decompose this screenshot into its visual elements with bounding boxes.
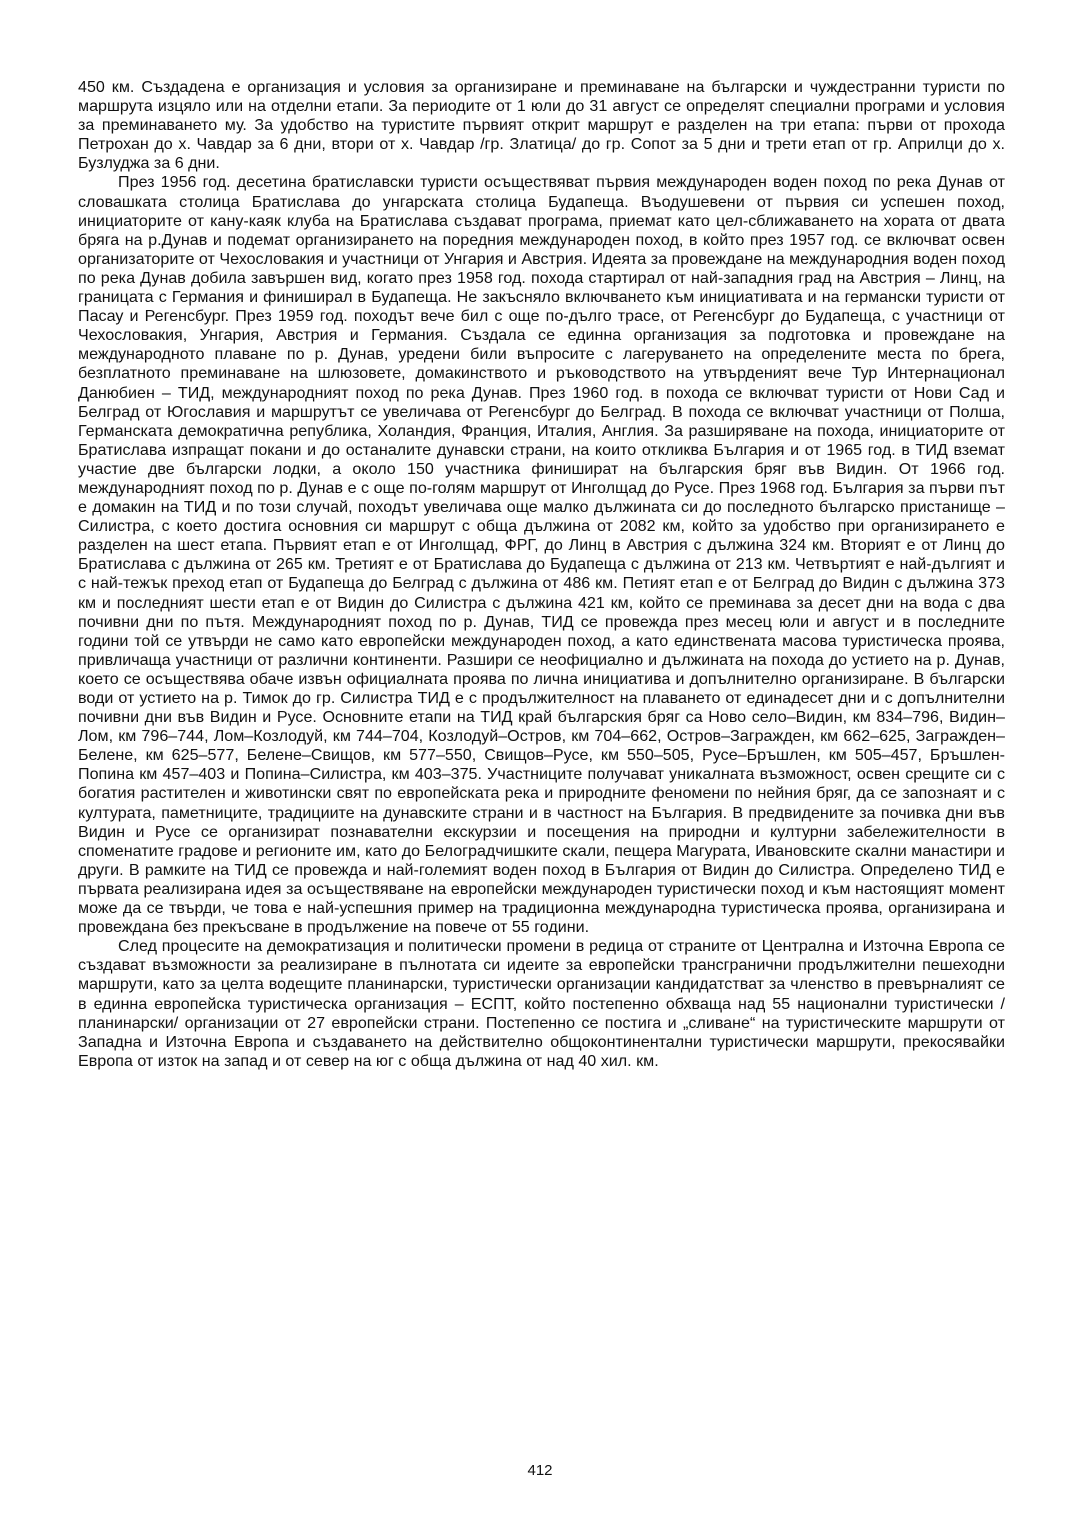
paragraph-european-routes: След процесите на демократизация и политически промени в редица от страните от Централна и Източна Европа се създават възможности за реализиране в пълнотата си идеите за европейски трансгранични продължителни пешеходни маршрути, като за целта водещите планинарски, туристически организации кандидатстват за членство в превърналият се в единна европейска туристическа организация – ЕСПТ, който постепенно обхваща над 55 национални туристически /планинарски/ организации от 27 европейски страни. Постепенно се постига и „сливане“ на туристическите маршрути от Западна и Източна Европа и създаването на действително общоконтинентални туристически маршрути, прекосявайки Европа от изток на запад и от север на юг с обща дължина от над 40 хил. км. <box>78 937 1005 1070</box>
paragraph-danube-tour: През 1956 год. десетина братиславски туристи осъществяват първия международен воден поход по река Дунав от словашката столица Братислава до унгарската столица Будапеща. Въодушевени от първия си успешен поход, инициаторите от кану-каяк клуба на Братислава създават програма, приемат като цел-сближаването на хората от двата бряга на р.Дунав и подемат организирането на поредния международен поход, в който през 1957 год. се включват освен организаторите от Чехословакия и участници от Унгария и Австрия. Идеята за провеждане на международния воден поход по река Дунав добила завършен вид, когато през 1958 год. похода стартирал от най-западния град на Австрия – Линц, на границата с Германия и финиширал в Будапеща. Не закъсняло включването към инициативата и на германски туристи от Пасау и Регенсбург. През 1959 год. походът вече бил с още по-дълго трасе, от Регенсбург до Будапеща, с участници от Чехословакия, Унгария, Австрия и Германия. Създала се единна организация за подготовка и провеждане на международното плаване по р. Дунав, уредени били въпросите с лагеруването на определените места по брега, безплатното преминаване на шлюзовете, домакинството и ръководството на утвърденият вече Тур Интернационал Данюбиен – ТИД, международният поход по река Дунав. През 1960 год. в похода се включват туристи от Нови Сад и Белград от Югославия и маршрутът се увеличава от Регенсбург до Белград. В похода се включват участници от Полша, Германската демократична република, Холандия, Франция, Италия, Англия. За разширяване на похода, инициаторите от Братислава изпращат покани и до останалите дунавски страни, на които откликва България и от 1965 год. в ТИД вземат участие две български лодки, а около 150 участника финишират на българския бряг във Видин. От 1966 год. международният поход по р. Дунав е с още по-голям маршрут от Инголщад до Русе. През 1968 год. България за първи път е домакин на ТИД и по този случай, походът увеличава още малко дължината си до последното българско пристанище – Силистра, с което достига основния си маршрут с обща дължина от 2082 км, който за удобство при организирането е разделен на шест етапа. Първият етап е от Инголщад, ФРГ, до Линц в Австрия с дължина 324 км. Вторият е от Линц до Братислава с дължина от 265 км. Третият е от Братислава до Будапеща с дължина от 213 км. Четвъртият е най-дългият и с най-тежък преход етап от Будапеща до Белград с дължина от 486 км. Петият етап е от Белград до Видин с дължина 373 км и последният шести етап е от Видин до Силистра с дължина 421 км, който се преминава за десет дни на вода с два почивни дни по пътя. Международният поход по р. Дунав, ТИД се провежда през месец юли и август и в последните години той се утвърди не само като европейски международен поход, а като единствената масова туристическа проява, привличаща участници от различни континенти. Разшири се неофициално и дължината на похода до устието на р. Дунав, което се осъществява обаче извън официалната проява по лична инициатива и допълнително организиране. В български води от устието на р. Тимок до гр. Силистра ТИД е с продължителност на плаването от единадесет дни и с допълнителни почивни дни във Видин и Русе. Основните етапи на ТИД край българския бряг са Ново село–Видин, км 834–796, Видин–Лом, км 796–744, Лом–Козлодуй, км 744–704, Козлодуй–Остров, км 704–662, Остров–Загражден, км 662–625, Загражден–Белене, км 625–577, Белене–Свищов, км 577–550, Свищов–Русе, км 550–505, Русе–Бръшлен, км 505–457, Бръшлен-Попина км 457–403 и Попина–Силистра, км 403–375. Участниците получават уникалната възможност, освен срещите си с богатия растителен и животински свят по европейската река и природните феномени по нейния бряг, да се запознаят и с културата, паметниците, традициите на дунавските страни и в частност на България. В предвидените за почивка дни във Видин и Русе се организират познавателни екскурзии и посещения на природни и културни забележителности в споменатите градове и регионите им, като до Белоградчишките скали, пещера Магурата, Ивановските скални манастири и други. В рамките на ТИД се провежда и най-големият воден поход в България от Видин до Силистра. Определено ТИД е първата реализирана идея за осъществяване на европейски международен туристически поход и към настоящият момент може да се твърди, че това е най-успешния пример на традиционна международна туристическа проява, организирана и провеждана без прекъсване в продължение на повече от 55 години. <box>78 173 1005 937</box>
paragraph-continuation: 450 км. Създадена е организация и условия за организиране и преминаване на български и чуждестранни туристи по маршрута изцяло или на отделни етапи. За периодите от 1 юли до 31 август се определят специални програми и условия за преминаването му. За удобство на туристите първият открит маршрут е разделен на три етапа: първи от прохода Петрохан до х. Чавдар за 6 дни, втори от х. Чавдар /гр. Златица/ до гр. Сопот за 5 дни и трети етап от гр. Априлци до х. Бузлуджа за 6 дни. <box>78 78 1005 173</box>
page-number: 412 <box>527 1462 553 1479</box>
page-body <box>78 78 1005 1071</box>
